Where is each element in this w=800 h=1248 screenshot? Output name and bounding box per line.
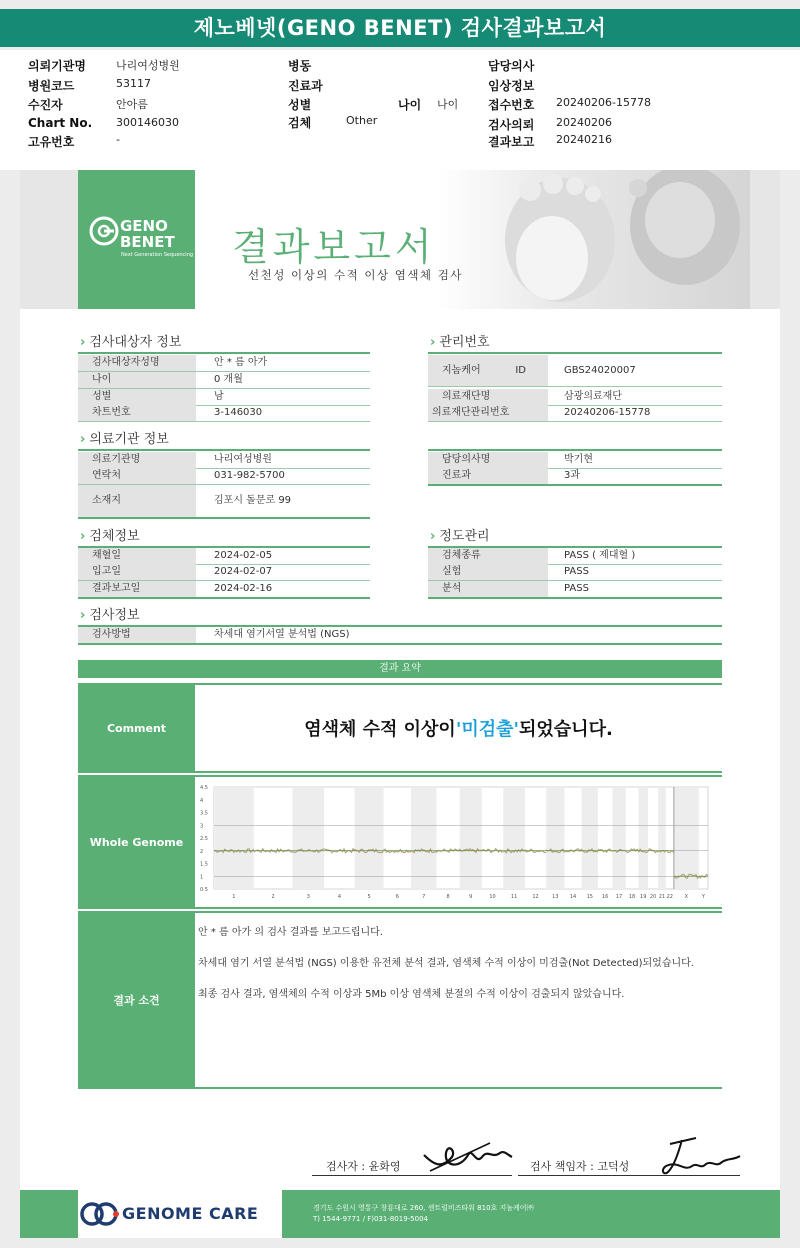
info-row: 연락처 031-982-5700 [78,468,370,485]
x-tick-label: 9 [469,894,473,900]
chevron-right-icon: › [80,529,86,544]
x-tick-label: 3 [306,894,310,900]
finding-label: 결과 소견 [78,913,195,1087]
logo-line-1: GENO [120,217,168,235]
chevron-right-icon: › [80,335,86,350]
info-row: 채혈일 2024-02-05 [78,548,370,565]
header-value: - [116,133,120,146]
info-row: 검체종류 PASS ( 제대혈 ) [428,548,722,565]
footer-phone-line: T) 1544-9771 / F)031-8019-5004 [313,1215,428,1223]
header-value: 20240216 [556,133,612,146]
report-title: 제노베넷(GENO BENET) 검사결과보고서 [0,9,800,47]
header-key: 병동 [288,59,312,73]
header-value: 300146030 [116,116,179,129]
header-key: 고유번호 [28,135,75,149]
finding-line: 최종 검사 결과, 염색체의 수적 이상과 5Mb 이상 염색체 분절의 수적 이상이 검출되지 않았습니다. [198,989,625,1000]
info-row: 입고일 2024-02-07 [78,564,370,581]
y-tick-label: 4.5 [200,785,208,791]
x-tick-label: Y [701,894,705,900]
banner-logo-panel [78,170,195,309]
chevron-right-icon: › [80,608,86,623]
logo-subtext: Next Generation Sequencing [121,252,194,258]
x-tick-label: 8 [446,894,450,900]
tester-label: 검사자 : 윤화영 [326,1160,401,1173]
header-value: Other [346,114,378,127]
chromosome-band [355,787,384,889]
info-row: 분석 PASS [428,581,722,599]
whole-genome-chart [198,781,718,901]
y-tick-label: 0.5 [200,887,208,893]
summary-heading: 결과 요약 [78,660,722,678]
header-key: 담당의사 [488,59,535,73]
baby-feet-image [490,170,750,309]
chromosome-band [411,787,436,889]
x-tick-label: 15 [586,894,593,900]
chevron-right-icon: › [80,432,86,447]
comment-block [78,683,722,773]
y-tick-label: 3 [200,823,204,830]
section-rule [78,352,370,354]
header-key: Chart No. [28,116,93,130]
chromosome-band [612,787,625,889]
info-row: 검사방법 차세대 염기서열 분석법 (NGS) [78,627,722,645]
footer-logo-text: GENOME CARE [122,1204,259,1223]
x-tick-label: X [684,894,689,900]
header-key: 검사의뢰 [488,118,535,132]
x-tick-label: 16 [601,894,609,900]
header-key: 수진자 [28,98,63,112]
x-tick-label: 7 [422,894,426,900]
chromosome-band [503,787,525,889]
info-row: 진료과 3과 [428,468,722,486]
x-tick-label: 19 [640,894,647,900]
footer [20,1190,780,1238]
age-label: 나이 [398,98,422,112]
info-row: 의료재단관리번호 20240206-15778 [428,405,722,422]
whole-genome-block [78,775,722,909]
header-value: 53117 [116,77,151,90]
logo-line-2: BENET [120,233,175,251]
age-value: 나이 [437,98,459,111]
x-tick-label: 10 [489,894,496,900]
header-key: 임상정보 [488,79,535,93]
x-tick-label: 2 [271,894,275,900]
section-title-test: › 검사정보 [80,608,140,623]
comment-text: 염색체 수적 이상이 '미검출' 되었습니다. [304,719,613,740]
header-key: 접수번호 [488,98,535,112]
info-row: 차트번호 3-146030 [78,405,370,422]
chromosome-band [460,787,482,889]
y-tick-label: 2 [200,848,204,855]
section-title-manage: › 관리번호 [430,335,490,350]
section-title-subject: › 검사대상자 정보 [80,335,182,350]
info-row: 결과보고일 2024-02-16 [78,581,370,599]
info-row: 검사대상자성명 안 * 름 아가 [78,355,370,372]
chief-label: 검사 책임자 : 고덕성 [530,1160,630,1173]
comment-label: Comment [78,685,195,771]
chromosome-band [658,787,666,889]
header-value: 나리여성병원 [116,59,180,72]
x-tick-label: 22 [666,894,673,900]
header-key: 의뢰기관명 [28,59,86,73]
x-tick-label: 1 [232,894,236,900]
header-key: 진료과 [288,79,323,93]
section-rule [428,449,722,451]
banner-title: 결과보고서 [232,225,436,269]
section-rule [428,352,722,354]
chevron-right-icon: › [430,529,436,544]
geno-benet-logo-icon [88,215,120,247]
header-value: 안아름 [116,98,148,111]
info-row: 실험 PASS [428,564,722,581]
info-row: 의료기관명 나리여성병원 [78,452,370,469]
footer-logo-panel [78,1190,282,1238]
y-tick-label: 1.5 [200,861,208,868]
x-tick-label: 14 [569,894,577,900]
header-key: 검체 [288,116,312,130]
chromosome-band [582,787,598,889]
x-tick-label: 21 [658,894,666,900]
header-value: 20240206-15778 [556,96,651,109]
info-row: 담당의사명 박기현 [428,452,722,469]
y-tick-label: 3.5 [200,810,208,817]
x-tick-label: 4 [337,894,342,900]
section-rule [78,449,370,451]
chromosome-band [546,787,564,889]
header-info [0,50,800,170]
info-row: 나이 0 개월 [78,372,370,389]
x-tick-label: 6 [395,894,399,900]
chevron-right-icon: › [430,335,436,350]
info-row: 소재지 김포시 돌문로 99 [78,485,370,519]
banner-edge [20,170,78,309]
header-key: 병원코드 [28,79,75,93]
footer-address-line: 경기도 수원시 영통구 창룡대로 260, 센트럴비즈타워 810호 지놈케어㈜ [313,1204,534,1212]
chromosome-band [674,787,699,889]
whole-genome-label: Whole Genome [78,777,195,907]
genome-care-logo-icon [80,1199,120,1229]
tester-signature [420,1135,515,1177]
x-tick-label: 20 [649,894,657,900]
x-tick-label: 11 [510,894,518,900]
y-tick-label: 2.5 [200,836,208,842]
x-tick-label: 5 [367,894,371,900]
chromosome-band [214,787,254,889]
x-tick-label: 12 [532,894,539,900]
finding-line: 안 * 름 아가 의 검사 결과를 보고드립니다. [198,927,383,938]
finding-block [78,911,722,1089]
header-key: 성별 [288,98,312,112]
info-row: 성별 남 [78,389,370,406]
section-title-specimen: › 검체정보 [80,529,140,544]
x-tick-label: 18 [628,894,636,900]
banner-edge [750,170,780,309]
info-row: 지놈케어 ID GBS24020007 [428,355,722,387]
header-value: 20240206 [556,116,612,129]
section-title-qc: › 정도관리 [430,529,490,544]
info-row: 의료재단명 삼광의료재단 [428,389,722,406]
y-tick-label: 1 [200,874,204,881]
banner-subtitle: 선천성 이상의 수적 이상 염색체 검사 [248,268,463,282]
x-tick-label: 13 [552,894,559,900]
header-key: 결과보고 [488,135,535,149]
chief-signature [650,1132,745,1180]
x-tick-label: 17 [615,894,623,900]
y-tick-label: 4 [200,797,204,804]
chromosome-band [292,787,324,889]
finding-text [198,925,718,1018]
chromosome-band [638,787,647,889]
section-title-hospital: › 의료기관 정보 [80,432,169,447]
finding-line: 차세대 염기 서열 분석법 (NGS) 이용한 유전체 분석 결과, 염색체 수적 이상이 미검출(Not Detected)되었습니다. [198,958,694,969]
footer-address [313,1203,534,1225]
